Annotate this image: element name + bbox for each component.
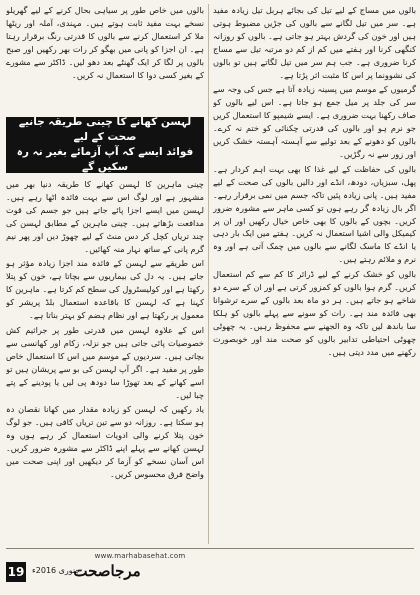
right-paragraph-2: گرمیوں کے موسم میں پسینہ زیادہ آتا ہے جس کی وجہ سے سر کی جلد پر میل جمع ہو جاتا ہے۔ اس لیے بالوں کو صاف رکھنا بہت ضروری ہے۔ ایسے شیمپو کا استعمال کریں جو نرم ہو اور بالوں کی قدرتی چکنائی کو ختم نہ کرے۔ بالوں کو دھونے کے بعد تولیے سے آہستہ آہستہ خشک کریں اور زور سے نہ رگڑیں۔ (213, 84, 416, 159)
left-bottom-paragraph-1: چینی ماہرین کا لہسن کھانے کا طریقہ دنیا بھر میں مشہور ہے اور لوگ اس سے بہت فائدہ اٹھا رہے ہیں۔ لہسن میں ایسے اجزا پائے جاتے ہیں جو جسم کی قوت مدافعت بڑھاتے ہیں۔ چینی ماہرین کے مطابق لہسن کی چند تریاں کچل کر دس منٹ کے لیے چھوڑ دیں اور پھر نیم گرم پانی کے ساتھ نہار منہ کھائیں۔ (6, 179, 204, 254)
right-paragraph-4: بالوں کو خشک کرنے کے لیے ڈرائر کا کم سے کم استعمال کریں۔ گرم ہوا بالوں کو کمزور کرتی ہے اور ان کے سرے دو شاخے ہو جاتے ہیں۔ ہر دو ماہ بعد بالوں کے سرے ترشوانا بھی فائدہ مند ہے۔ رات کو سونے سے پہلے بالوں کو ہلکا سا باندھ لیں تاکہ وہ الجھنے سے محفوظ رہیں۔ یہ چھوٹی چھوٹی احتیاطی تدابیر بالوں کو صحت مند اور خوبصورت رکھنے میں مدد دیتی ہیں۔ (213, 269, 416, 357)
headline-line-2: فوائد ایسے کہ آپ آزمائے بغیر نہ رہ سکیں گے (16, 146, 194, 173)
right-paragraph-1: بالوں میں مساج کے لیے تیل کی بجائے ہربل تیل زیادہ مفید ہے۔ سر میں تیل لگانے سے بالوں کی جڑیں مضبوط ہوتی ہیں اور خون کی گردش بہتر ہو جاتی ہے۔ بالوں کو روزانہ کنگھی کرنا اور ہفتے میں کم از کم دو مرتبہ تیل سے مساج کرنا ضروری ہے۔ جب ہم سر میں تیل لگاتے ہیں تو بالوں کی نشوونما پر اس کا مثبت اثر پڑتا ہے۔ (213, 5, 416, 80)
headline-line-1: لہسن کھانے کا چینی طریقہ جانیے صحت کے لیے (18, 116, 192, 143)
left-top-paragraph-1: بالوں میں خاص طور پر سیاہی بحال کرنے کے لیے گھریلو نسخے بہت مفید ثابت ہوتے ہیں۔ مہندی، آملہ اور ریٹھا ملا کر استعمال کرنے سے بالوں کا قدرتی رنگ برقرار رہتا ہے۔ ان اجزا کو پانی میں بھگو کر رات بھر رکھیں اور صبح بالوں پر لگا کر ایک گھنٹے بعد دھو لیں۔ ڈاکٹر سے مشورے کے بغیر کسی دوا کا استعمال نہ کریں۔ (6, 5, 204, 80)
page-footer (0, 548, 420, 595)
website-url: www.marhabasehat.com (94, 552, 186, 560)
left-bottom-paragraph-4: یاد رکھیں کہ لہسن کو زیادہ مقدار میں کھانا نقصان دہ ہو سکتا ہے۔ روزانہ دو سے تین تریاں کافی ہیں۔ جو لوگ خون پتلا کرنے والی ادویات استعمال کر رہے ہوں وہ لہسن کھانے سے پہلے اپنے ڈاکٹر سے مشورہ ضرور کریں۔ اس آسان نسخے کو آزما کر دیکھیں اور اپنی صحت میں واضح فرق محسوس کریں۔ (6, 404, 204, 479)
left-bottom-paragraph-2: اس طریقے سے لہسن کے فائدہ مند اجزا زیادہ مؤثر ہو جاتے ہیں۔ یہ دل کی بیماریوں سے بچاتا ہے، خون کو پتلا رکھتا ہے اور کولیسٹرول کی سطح کم کرتا ہے۔ ماہرین کا کہنا ہے کہ لہسن کا باقاعدہ استعمال بلڈ پریشر کو معمول پر رکھتا ہے اور نظام ہضم کو بہتر بناتا ہے۔ (6, 258, 204, 321)
right-column (213, 4, 416, 546)
column-divider (208, 4, 209, 544)
left-bottom-column (6, 178, 204, 544)
left-top-column (6, 4, 204, 112)
footer-rule (6, 548, 414, 549)
left-bottom-paragraph-3: اس کے علاوہ لہسن میں قدرتی طور پر جراثیم کش خصوصیات پائی جاتی ہیں جو نزلہ، زکام اور کھانسی سے بچاتی ہیں۔ سردیوں کے موسم میں اس کا استعمال خاص طور پر مفید ہے۔ اگر آپ لہسن کی بو سے پریشان ہیں تو اسے کھانے کے بعد تھوڑا سا دودھ پی لیں یا پودینے کے پتے چبا لیں۔ (6, 324, 204, 400)
page-number: 19 (6, 562, 26, 582)
magazine-logo: مرجاصحت (73, 562, 141, 580)
right-paragraph-3: بالوں کی حفاظت کے لیے غذا کا بھی بہت اہم کردار ہے۔ پھل، سبزیاں، دودھ، انڈے اور دالیں بالوں کی صحت کے لیے مفید ہیں۔ پانی زیادہ پئیں تاکہ جسم میں نمی برقرار رہے۔ اگر بال زیادہ گر رہے ہوں تو کسی ماہر سے مشورہ ضرور کریں۔ بچوں کے بالوں کا بھی خاص خیال رکھیں اور ان پر کیمیکل والی اشیا استعمال نہ کریں۔ ہفتے میں ایک بار دہی یا انڈے کا ماسک لگانے سے بالوں میں چمک آتی ہے اور وہ نرم و ملائم رہتے ہیں۔ (213, 163, 416, 265)
issue-date: جنوری 2016ء (32, 566, 81, 575)
article-headline-box (6, 117, 204, 173)
